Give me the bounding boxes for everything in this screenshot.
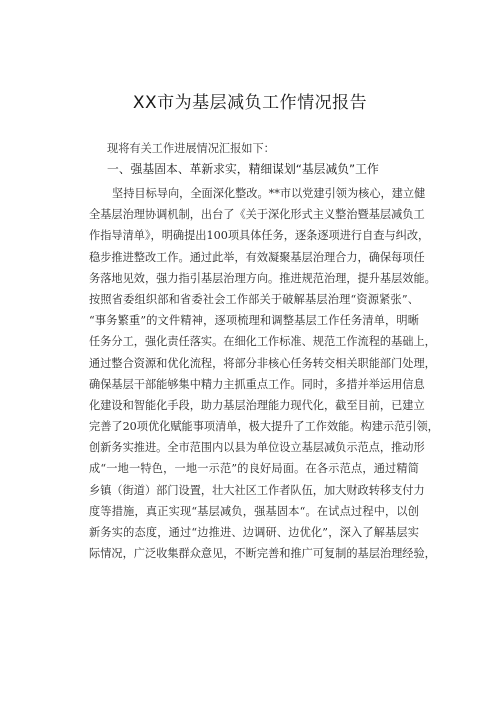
body-line: 乡镇（街道）部门设置，壮大社区工作者队伍，加大财政转移支付力	[89, 483, 425, 497]
body-line: 确保基层干部能够集中精力主抓重点工作。同时，多措并举运用信息	[89, 377, 425, 391]
body-line: 成“一地一特色，一地一示范”的良好局面。在各示范点，通过精简	[89, 462, 419, 476]
body-line: 化建设和智能化手段，助力基层治理能力现代化，截至目前，已建立	[89, 398, 425, 412]
intro-paragraph: 现将有关工作进展情况汇报如下：	[107, 142, 275, 155]
body-line: 完善了20项优化赋能事项清单，极大提升了工作效能。构建示范引领，	[89, 420, 439, 434]
body-line: 际情况，广泛收集群众意见，不断完善和推广可复制的基层治理经验，	[89, 547, 436, 561]
document-title: XX市为基层减负工作情况报告	[132, 93, 368, 113]
body-line: 任务分工，强化责任落实。在细化工作标准、规范工作流程的基础上，	[89, 335, 436, 349]
body-line: 新务实的态度，通过“边推进、边调研、边优化”，深入了解基层实	[89, 526, 419, 539]
body-line: 坚持目标导向，全面深化整改。**市以党建引领为核心，建立健	[112, 187, 426, 200]
body-line: 度等措施，真正实现“基层减负，强基固本“。在试点过程中，以创	[89, 504, 419, 518]
body-line: “事务繁重”的文件精神，逐项梳理和调整基层工作任务清单，明晰	[89, 314, 419, 328]
body-line: 创新务实推进。全市范围内以县为单位设立基层减负示范点，推动形	[89, 441, 425, 455]
body-line: 通过整合资源和优化流程，将部分非核心任务转交相关职能部门处理，	[89, 356, 436, 370]
body-line: 务落地见效，强力指引基层治理方向。推进规范治理，提升基层效能。	[89, 271, 436, 285]
body-line: 稳步推进整改工作。通过此举，有效凝聚基层治理合力，确保每项任	[89, 250, 425, 264]
body-line: 作指导清单》，明确提出100项具体任务，逐条逐项进行自查与纠改，	[89, 229, 430, 243]
body-line: 全基层治理协调机制，出台了《关于深化形式主义整治暨基层减负工	[89, 208, 425, 222]
section-heading: 一、强基固本、革新求实，精细谋划“基层减负”工作	[107, 162, 379, 176]
body-line: 按照省委组织部和省委社会工作部关于破解基层治理“资源紧张”、	[89, 292, 419, 306]
body-paragraph	[89, 183, 439, 564]
